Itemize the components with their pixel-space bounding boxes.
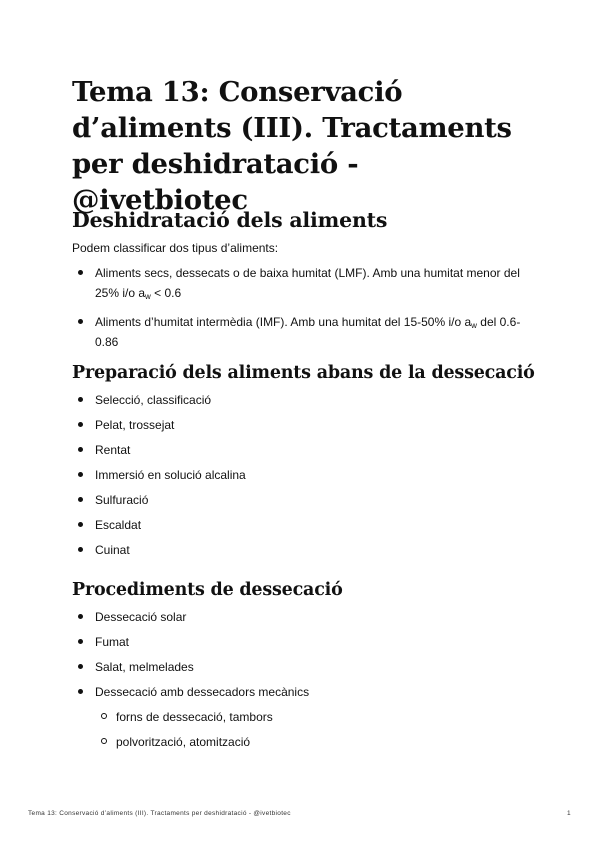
bullet-icon: [78, 397, 83, 402]
bullet-icon: [78, 497, 83, 502]
bullet-icon: [78, 270, 83, 275]
sub-list-item: polvorització, atomització: [72, 732, 532, 757]
circle-bullet-icon: [101, 713, 107, 719]
bullet-icon: [78, 664, 83, 669]
bullet-icon: [78, 319, 83, 324]
bullet-icon: [78, 522, 83, 527]
section-heading-procediments: Procediments de dessecació: [72, 580, 343, 600]
circle-bullet-icon: [101, 738, 107, 744]
list-item: Dessecació solar: [72, 607, 532, 632]
section-heading-preparacio: Preparació dels aliments abans de la dessecació: [72, 363, 535, 383]
section-intro: Podem classificar dos tipus d’aliments:: [72, 241, 279, 255]
section-heading-deshidratacio: Deshidratació dels aliments: [72, 208, 388, 232]
sub-list-item: forns de dessecació, tambors: [72, 707, 532, 732]
list-item: Escaldat: [72, 515, 532, 540]
procediments-list: [72, 607, 532, 757]
bullet-icon: [78, 614, 83, 619]
list-item: Pelat, trossejat: [72, 415, 532, 440]
list-item: Cuinat: [72, 540, 532, 565]
page-number: 1: [567, 810, 571, 817]
bullet-icon: [78, 422, 83, 427]
aliments-list: [72, 263, 532, 352]
bullet-icon: [78, 472, 83, 477]
bullet-icon: [78, 689, 83, 694]
list-item: Sulfuració: [72, 490, 532, 515]
list-item: Dessecació amb dessecadors mecànics: [72, 682, 532, 707]
list-item: Fumat: [72, 632, 532, 657]
footer-text: Tema 13: Conservació d’aliments (III). Tractaments per deshidratació - @ivetbiotec: [28, 810, 291, 817]
list-item: Salat, melmelades: [72, 657, 532, 682]
list-item: Selecció, classificació: [72, 390, 532, 415]
preparacio-list: [72, 390, 532, 565]
list-item: Aliments d’humitat intermèdia (IMF). Amb una humitat del 15-50% i/o $a_w$ del 0.6-0.86: [72, 312, 532, 352]
bullet-icon: [78, 447, 83, 452]
page-title: Tema 13: Conservació d’aliments (III). Tractaments per deshidratació - @ivetbiotec: [72, 76, 512, 216]
list-item: Aliments secs, dessecats o de baixa humitat (LMF). Amb una humitat menor del 25% i/o $a_w < 0.6$: [72, 263, 532, 303]
bullet-icon: [78, 639, 83, 644]
list-item: Rentat: [72, 440, 532, 465]
list-item: Immersió en solució alcalina: [72, 465, 532, 490]
bullet-icon: [78, 547, 83, 552]
